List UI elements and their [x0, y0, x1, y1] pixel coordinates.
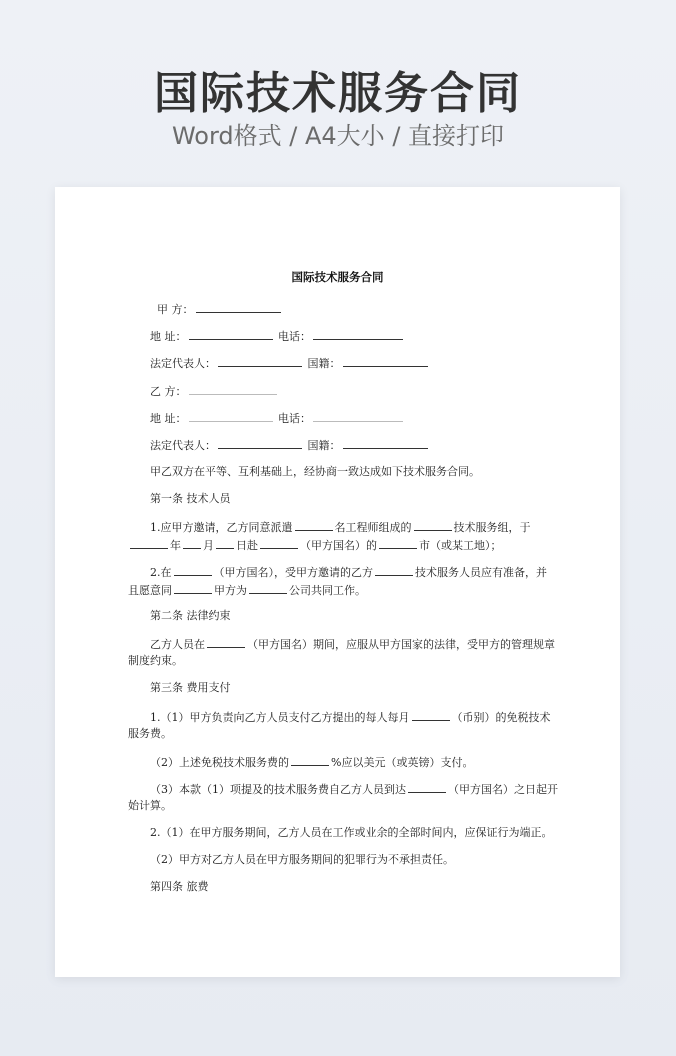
- party-a-address-line: [150, 328, 405, 344]
- article-2-heading: 第二条 法律约束: [150, 609, 231, 622]
- text-segment: 公司共同工作。: [289, 584, 366, 597]
- text-segment: 乙方人员在: [150, 638, 205, 651]
- party-b-label: 乙 方：: [150, 385, 187, 398]
- party-b-line: [150, 383, 279, 399]
- party-b-rep-blank: [218, 437, 302, 449]
- article-3-para-3-line-2: 始计算。: [128, 799, 172, 812]
- article-1-para-1-line-1: [150, 519, 531, 535]
- text-segment: 市（或某工地）；: [419, 539, 502, 552]
- country-blank: [174, 564, 212, 576]
- party-a-address-blank: [189, 328, 273, 340]
- party-a-rep-line: [150, 355, 430, 371]
- party-b-rep-line: [150, 437, 430, 453]
- text-segment: （币别）的免税技术: [451, 711, 551, 724]
- party-b-address-line: [150, 410, 405, 426]
- text-segment: 甲方为: [214, 584, 247, 597]
- intro-paragraph: 甲乙双方在平等、互利基础上，经协商一致达成如下技术服务合同。: [150, 465, 480, 478]
- text-segment: 且愿意同: [128, 584, 172, 597]
- party-a-address-label: 地 址：: [150, 330, 187, 343]
- text-segment: （2）上述免税技术服务费的: [150, 756, 289, 769]
- text-segment: 日赴: [236, 539, 258, 552]
- country-blank: [408, 781, 446, 793]
- country-blank: [207, 636, 245, 648]
- text-segment: 技术服务人员应有准备，并: [415, 566, 547, 579]
- article-3-para-5: （2）甲方对乙方人员在甲方服务期间的犯罪行为不承担责任。: [150, 853, 454, 866]
- percent-blank: [291, 754, 329, 766]
- party-a-line: [157, 301, 283, 317]
- party-b-phone-label: 电话：: [278, 412, 311, 425]
- article-1-para-2-line-2: [128, 582, 366, 598]
- company-blank: [249, 582, 287, 594]
- party-a-rep-blank: [218, 355, 302, 367]
- article-4-heading: 第四条 旅费: [150, 880, 209, 893]
- fee-amount-blank: [412, 709, 450, 721]
- document-page: [55, 187, 620, 977]
- article-1-para-1-line-2: [128, 537, 502, 553]
- engineer-count-blank: [295, 519, 333, 531]
- text-segment: 技术服务组，于: [453, 521, 531, 534]
- party-b-nationality-blank: [343, 437, 428, 449]
- text-segment: （3）本款（1）项提及的技术服务费自乙方人员到达: [150, 783, 406, 796]
- party-a-rep-label: 法定代表人：: [150, 357, 216, 370]
- party-a-label: 甲 方：: [157, 303, 194, 316]
- party-b-address-label: 地 址：: [150, 412, 187, 425]
- article-3-para-4: 2.（1）在甲方服务期间，乙方人员在工作或业余的全部时间内，应保证行为端正。: [150, 826, 553, 839]
- document-title: 国际技术服务合同: [291, 270, 384, 284]
- text-segment: 月: [203, 539, 214, 552]
- text-segment: （甲方国名）之日起开: [448, 783, 558, 796]
- city-blank: [379, 537, 417, 549]
- year-blank: [130, 537, 168, 549]
- text-segment: （甲方国名）期间，应服从甲方国家的法律，受甲方的管理规章: [247, 638, 555, 651]
- text-segment: 1.应甲方邀请，乙方同意派遣: [150, 521, 293, 534]
- staff-blank: [375, 564, 413, 576]
- party-a-blank: [196, 301, 281, 313]
- article-3-para-1-line-1: [150, 709, 551, 725]
- text-segment: 2.在: [150, 566, 172, 579]
- text-segment: 名工程师组成的: [334, 521, 412, 534]
- team-name-blank: [414, 519, 452, 531]
- article-3-heading: 第三条 费用支付: [150, 681, 231, 694]
- article-1-para-2-line-1: [150, 564, 547, 580]
- party-a-phone-blank: [313, 328, 403, 340]
- article-3-para-3-line-1: [150, 781, 558, 797]
- banner-title: 国际技术服务合同: [154, 68, 522, 119]
- article-3-para-2: [150, 754, 473, 770]
- party-a-phone-label: 电话：: [278, 330, 311, 343]
- day-blank: [216, 537, 234, 549]
- month-blank: [183, 537, 201, 549]
- text-segment: （甲方国名）的: [300, 539, 377, 552]
- text-segment: %应以美元（或英镑）支付。: [331, 756, 474, 769]
- partner-blank: [174, 582, 212, 594]
- article-3-para-1-line-2: 服务费。: [128, 727, 172, 740]
- party-b-blank: [189, 383, 277, 395]
- text-segment: （甲方国名），受甲方邀请的乙方: [213, 566, 373, 579]
- party-b-phone-blank: [313, 410, 403, 422]
- article-1-heading: 第一条 技术人员: [150, 492, 231, 505]
- party-b-address-blank: [189, 410, 273, 422]
- party-a-nationality-label: 国籍：: [307, 357, 341, 370]
- text-segment: 1.（1）甲方负责向乙方人员支付乙方提出的每人每月: [150, 711, 410, 724]
- article-2-para-1-line-1: [150, 636, 555, 652]
- party-b-nationality-label: 国籍：: [307, 439, 341, 452]
- article-2-para-1-line-2: 制度约束。: [128, 654, 183, 667]
- banner-subtitle: Word格式 / A4大小 / 直接打印: [171, 122, 505, 150]
- country-blank: [260, 537, 298, 549]
- party-a-nationality-blank: [343, 355, 428, 367]
- party-b-rep-label: 法定代表人：: [150, 439, 216, 452]
- text-segment: 年: [170, 539, 181, 552]
